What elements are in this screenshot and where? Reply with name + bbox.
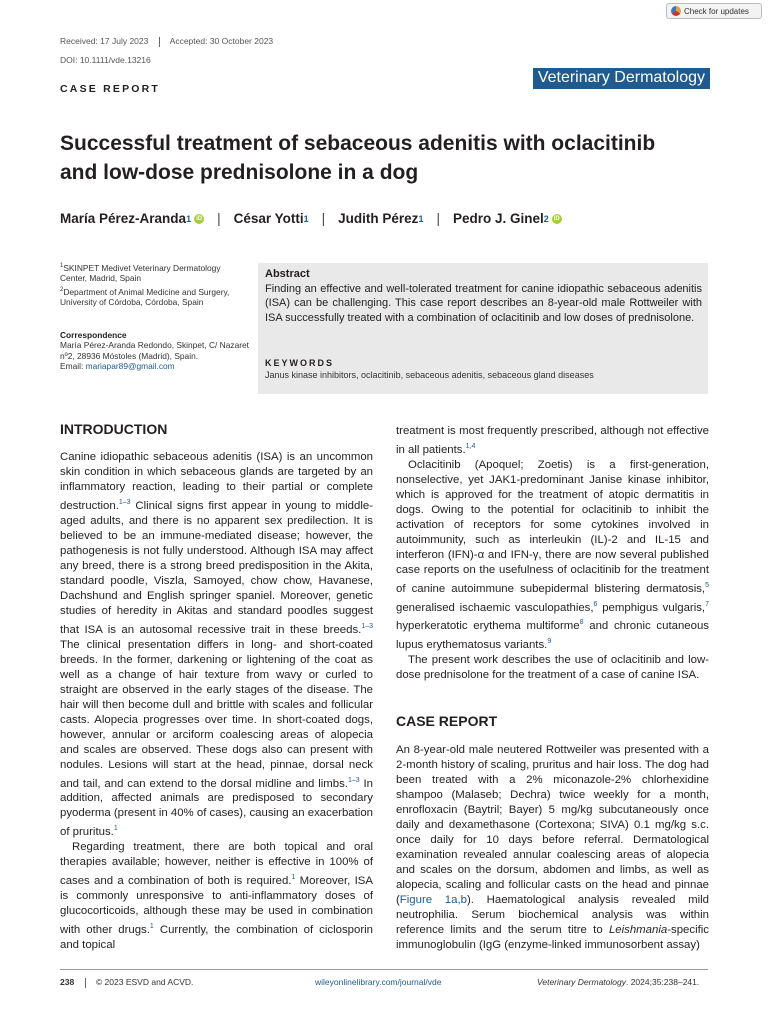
paragraph: Canine idiopathic sebaceous adenitis (ISA) is an uncommon skin condition in which sebaceous glands are targeted by an inflammatory reaction, leading to their partial or complete destruction.$^{1-3}$ Clinical signs first appear in young to middle-aged adults, and there is no apparent sex predilection. It is believed to be an immune-mediated disease; however, the pathogenesis is not fully understood. Although ISA may affect any breed, there is a strong breed predisposition in the Akita, standard poodle, Viszla, Samoyed, chow chow, Havanese, Dachshund and English springer spaniel. Moreover, genetic studies of heredity in Akitas and standard poodles suggest that ISA is an autosomal recessive trait in these breeds.$^{1-3}$ The clinical presentation differs in long- and short-coated breeds. In the former, darkening or lightening of the coat as well as a change of hair texture from wavy or curled to straight are observed in the early stages of the disease. The hair will then become dull and brittle with scales and follicular casts. Alopecia progresses over time. In short-coated dogs, however, annular or arciform coalescing areas of alopecia and scales are observed. These dogs also can present with nodules. Lesions will start at the head, pinnae, dorsal neck and tail, and can extend to the dorsal midline and limbs.$^{1-3}$ In addition, affected animals are predisposed to secondary pyoderma (present in 40% of cases), causing an exacerbation of pruritus.$^1$ (60, 451, 374, 839)
dates-line (60, 36, 273, 47)
affiliation (60, 285, 240, 308)
journal-url-text[interactable]: wileyonlinelibrary.com/journal/vde (315, 977, 442, 987)
correspondence-text (60, 340, 250, 372)
author-list (60, 211, 562, 226)
citation-link[interactable]: 5 (705, 581, 709, 589)
footer-rule (60, 969, 708, 970)
author-name[interactable]: César Yotti (233, 211, 304, 226)
citation (537, 977, 699, 987)
paragraph: Regarding treatment, there are both topical and oral therapies available; however, neither is effective in 100% of cases and a combination of both is required.$^1$ Moreover, ISA is commonly unresponsive to anti-inflammatory doses of glucocorticoids, although these may be used in combination with other drugs.$^1$ Currently, the combination of ciclosporin and topical (60, 841, 373, 951)
citation-link[interactable]: 8 (579, 619, 584, 627)
citation-volume: . 2024;35:238–241. (625, 977, 700, 987)
divider: | (436, 211, 440, 226)
keywords-text: Janus kinase inhibitors, oclacitinib, sebaceous adenitis, sebaceous gland diseases (265, 370, 594, 380)
abstract-text: Finding an effective and well-tolerated treatment for canine idiopathic sebaceous adenitis (ISA) can be challenging. This case report describes an 8-year-old male Rottweiler with ISA successfully treated with a combination of oclacitinib and low doses of prednisolone. (265, 283, 702, 324)
check-for-updates-label: Check for updates (684, 6, 749, 16)
citation-journal: Veterinary Dermatology (537, 977, 626, 987)
author-name[interactable]: María Pérez-Aranda (60, 211, 187, 226)
footer-left (60, 977, 193, 988)
keywords-heading: KEYWORDS (265, 358, 335, 368)
affiliation-number: 1 (60, 263, 64, 269)
citation-link[interactable]: 6 (593, 600, 598, 608)
citation-link[interactable]: 1,4 (465, 443, 476, 450)
citation-link[interactable]: 7 (705, 600, 709, 608)
orcid-icon[interactable]: iD (196, 215, 203, 222)
journal-url[interactable] (315, 977, 441, 987)
introduction-body (60, 450, 373, 953)
paragraph: The present work describes the use of oclacitinib and low-dose prednisolone for the treatment of a case of canine ISA. (396, 653, 709, 681)
divider: | (217, 211, 221, 226)
citation-link[interactable]: 1–3 (361, 622, 373, 630)
citation-link[interactable]: 1 (291, 874, 296, 882)
article-title: Successful treatment of sebaceous adenitis with oclacitinib and low-dose prednisolone in a dog (60, 132, 656, 184)
author-name[interactable]: Judith Pérez (338, 211, 419, 226)
received-date: Received: 17 July 2023 (60, 36, 149, 46)
check-for-updates-button[interactable] (666, 3, 762, 19)
figure-link[interactable]: Figure 1a,b (399, 894, 467, 906)
citation-link[interactable]: 1–3 (118, 499, 131, 506)
doi[interactable]: DOI: 10.1111/vde.13216 (60, 55, 151, 65)
introduction-heading: INTRODUCTION (60, 421, 168, 437)
affiliation-number: 2 (60, 287, 64, 293)
affiliation-text: Department of Animal Medicine and Surgery, University of Córdoba, Córdoba, Spain (60, 286, 230, 308)
divider (85, 978, 86, 988)
author-affiliation: 1 (418, 213, 424, 224)
orcid-icon[interactable]: iD (553, 215, 560, 222)
author-affiliation: 2 (543, 213, 549, 224)
page-number: 238 (60, 977, 75, 987)
divider: | (321, 211, 326, 226)
case-report-heading: CASE REPORT (396, 713, 498, 729)
crossmark-icon (671, 6, 681, 16)
citation-link[interactable]: 1 (149, 922, 154, 930)
accepted-date: Accepted: 30 October 2023 (169, 36, 274, 46)
affiliation (60, 261, 240, 284)
paragraph: An 8-year-old male neutered Rottweiler was presented with a 2-month history of scaling, pruritus and hair loss. The dog had been treated with a 2% miconazole-2% chlorhexidine shampoo (Malaseb; Dechra) twice weekly for a month, enrofloxacin (Baytril; Bayer) 5 mg/kg subcutaneously once daily and dexamethasone (Cortexona; SIVA) 0.1 mg/kg s.c. once daily for 10 days before referral. Dermatological examination revealed annular coalescing areas of alopecia and scales on the dorsum, abdomen and limbs, as well as alopecia, scaling and follicular casts on the head and pinnae (Figure 1a,b). Haematological analysis revealed mild neutrophilia. Serum biochemical analysis was within reference limits and the serum titre to Leishmania-specific immunoglobulin (IgG (enzyme-linked immunosorbent assay) (396, 744, 710, 951)
section-tag: CASE REPORT (60, 83, 161, 95)
correspondence-heading: Correspondence (60, 330, 127, 340)
copyright: © 2023 ESVD and ACVD. (95, 977, 194, 987)
email-link[interactable]: mariapar89@gmail.com (85, 361, 175, 371)
email-label: Email: (60, 361, 84, 371)
paragraph: treatment is most frequently prescribed, although not effective in all patients.$^{1,4}$ (396, 425, 709, 456)
case-report-body (396, 743, 709, 953)
column-two-body (396, 424, 709, 683)
citation-link[interactable]: 1 (113, 825, 118, 833)
abstract-heading: Abstract (265, 268, 310, 280)
affiliation-text: SKINPET Medivet Veterinary Dermatology Center, Madrid, Spain (60, 262, 221, 284)
correspondence-address: María Pérez-Aranda Redondo, Skinpet, C/ Nazaret nº2, 28936 Móstoles (Madrid), Spain. (60, 340, 249, 361)
journal-name[interactable]: Veterinary Dermatology (533, 68, 710, 89)
author-affiliation: 1 (186, 213, 192, 224)
citation-link[interactable]: 9 (547, 638, 552, 646)
citation-link[interactable]: 1–3 (347, 776, 360, 784)
author-name[interactable]: Pedro J. Ginel (452, 211, 544, 226)
author-affiliation: 1 (303, 213, 309, 224)
paragraph: Oclacitinib (Apoquel; Zoetis) is a first-generation, nonselective, yet JAK1-predominant Janise kinase inhibitor, which is approved for the treatment of atopic dermatitis in dogs. Owing to the potential for oclacitinib to inhibit the activation of receptors for some cytokines involved in autoimmunity, such as interleukin (IL)-2 and IL-15 and interferon (IFN)-α and IFN-γ, there are now several published case reports on the usefulness of oclacitinib for the treatment of canine autoimmune subepidermal blistering dermatosis,$^5$ generalised ischaemic vasculopathies,$^6$ pemphigus vulgaris,$^7$ hyperkeratotic erythema multiforme$^8$ and chronic cutaneous lupus erythematosus variants.$^9$ (396, 458, 709, 651)
divider (159, 37, 160, 47)
